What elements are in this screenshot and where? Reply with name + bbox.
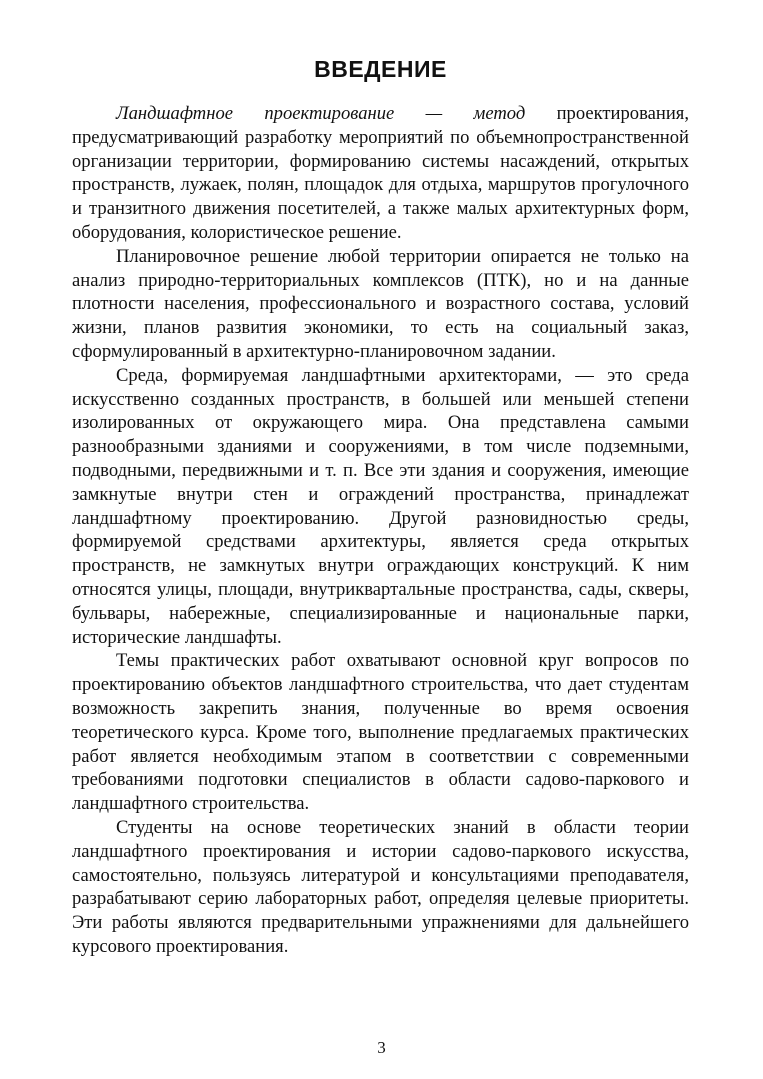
page-title: ВВЕДЕНИЕ (314, 56, 447, 82)
paragraph-3: Среда, формируемая ландшафтными архитекторами, — это среда искусственно созданных пространств, в большей или меньшей степени изолированных от окружающего мира. Она представлена самыми разнообразными зданиями и сооружениями, в том числе подземными, подводными, передвижными и т. п. Все эти здания и сооружения, имеющие замкнутые внутри стен и ограждений пространства, принадлежат ландшафтному проектированию. Другой разновидностью среды, формируемой средствами архитектуры, является среда открытых пространств, не замкнутых внутри ограждающих конструкций. К ним относятся улицы, площади, внутриквартальные пространства, сады, скверы, бульвары, набережные, специализированные и национальные парки, исторические ландшафты. (72, 364, 689, 648)
paragraph-4: Темы практических работ охватывают основной круг вопросов по проектированию объектов ландшафтного строительства, что дает студентам возможность закрепить знания, полученные во время освоения теоретического курса. Кроме того, выполнение предлагаемых практических работ является необходимым этапом в соответствии с современными требованиями подготовки специалистов в области садово-паркового и ландшафтного строительства. (72, 650, 689, 815)
paragraph-1-text: проектирования, предусматривающий разработку мероприятий по объемнопространственной организации территории, формированию системы насаждений, открытых пространств, лужаек, полян, площадок для отдыха, маршрутов прогулочного и транзитного движения посетителей, а также малых архитектурных форм, оборудования, колористическое решение. (72, 103, 689, 243)
paragraph-5: Студенты на основе теоретических знаний в области теории ландшафтного проектирования и истории садово-паркового искусства, самостоятельно, пользуясь литературой и консультациями преподавателя, разрабатывают серию лабораторных работ, определяя целевые приоритеты. Эти работы являются предварительными упражнениями для дальнейшего курсового проектирования. (72, 816, 689, 957)
paragraph-1 (72, 102, 689, 245)
paragraph-2: Планировочное решение любой территории опирается не только на анализ природно-территориальных комплексов (ПТК), но и на данные плотности населения, профессионального и возрастного состава, условий жизни, планов развития экономики, то есть на социальный заказ, сформулированный в архитектурно-планировочном задании. (72, 245, 689, 362)
page-number: 3 (377, 1038, 386, 1057)
paragraph-1-italic-lead: Ландшафтное проектирование — метод (116, 103, 526, 124)
document-page (72, 52, 689, 959)
